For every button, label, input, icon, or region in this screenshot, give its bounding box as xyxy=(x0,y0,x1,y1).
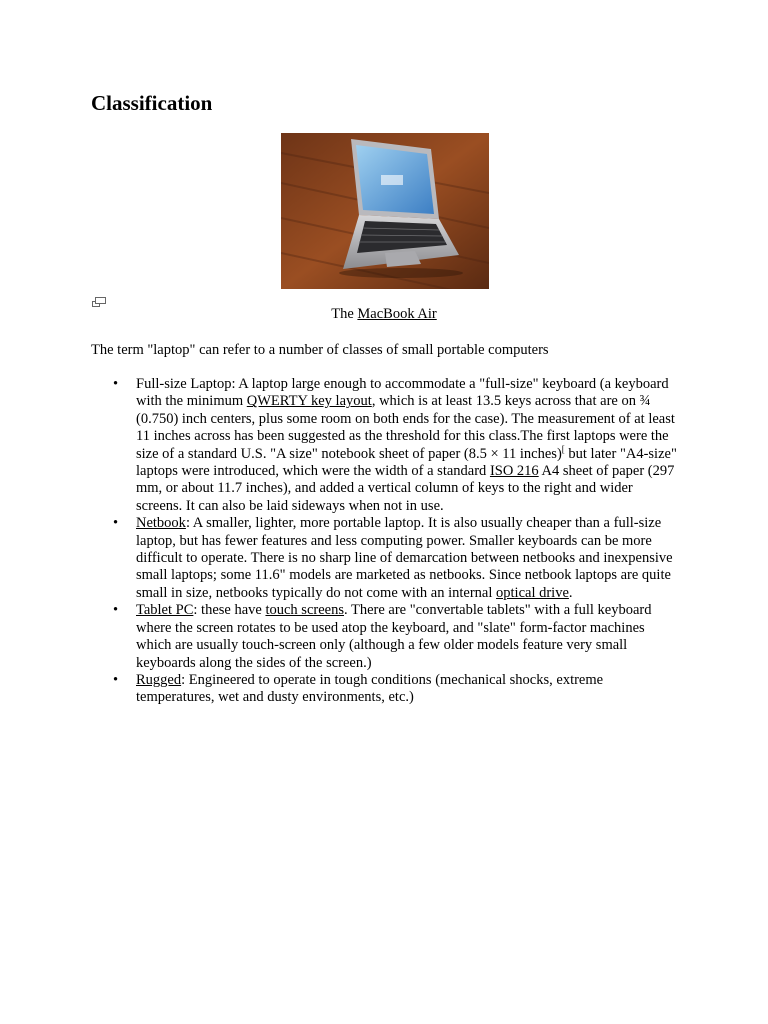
page-heading: Classification xyxy=(91,91,213,115)
caption-text: The xyxy=(331,306,358,322)
macbook-air-photo xyxy=(281,133,489,289)
classification-list xyxy=(136,376,678,707)
list-item-full-size-laptop xyxy=(136,376,678,515)
item-text: . There are "convertable tablets" with a full keyboard where the screen rotates to be used atop the keyboard, and "slate" form-factor machines which are usually touch-screen only (although a few older models feature very small keyboards along the sides of the screen.) xyxy=(136,602,652,671)
item-text: . xyxy=(568,584,573,601)
netbook-link[interactable]: Netbook xyxy=(136,515,186,532)
qwerty-link[interactable]: QWERTY key layout xyxy=(246,393,372,410)
touch-screens-link[interactable]: touch screens xyxy=(265,602,344,619)
item-text: , which is at least 13.5 keys across that are on ¾ (0.750) inch centers, plus some room on both ends for the case). The measurement of at least 11 inches across has been suggested as the threshold for this class.The first laptops were the size of a standard U.S. "A size" notebook sheet of paper (8.5 × 11 inches) xyxy=(136,393,675,462)
item-text: Full-size Laptop: A laptop large enough to accommodate a "full-size" keyboard (a keyboard with the minimum xyxy=(136,376,669,410)
macbook-air-link[interactable]: MacBook Air xyxy=(357,306,437,322)
intro-paragraph: The term "laptop" can refer to a number of classes of small portable computers xyxy=(91,342,549,358)
item-text: : Engineered to operate in tough conditions (mechanical shocks, extreme temperatures, wet and dusty environments, etc.) xyxy=(136,671,604,706)
item-text: : these have xyxy=(193,602,266,619)
citation-marker[interactable]: [ xyxy=(561,443,565,454)
rugged-link[interactable]: Rugged xyxy=(136,671,182,688)
list-item-netbook xyxy=(136,515,678,602)
iso-216-link[interactable]: ISO 216 xyxy=(489,463,539,480)
item-text: : A smaller, lighter, more portable laptop. It is also usually cheaper than a full-size laptop, but has fewer features and less computing power. Smaller keyboards can be more difficult to operate. There is no sharp line of demarcation between netbooks and inexpensive small laptops; some 11.6" models are marketed as netbooks. Since netbook laptops are quite small in size, netbooks typically do not come with an internal xyxy=(136,515,673,601)
list-item-tablet-pc xyxy=(136,602,678,672)
item-text: A4 sheet of paper (297 mm, or about 11.7 inches), and added a vertical column of keys to the right and wider screens. It can also be laid sideways when not in use. xyxy=(136,463,675,514)
optical-drive-link[interactable]: optical drive xyxy=(496,584,569,601)
list-item-rugged xyxy=(136,672,678,707)
tablet-pc-link[interactable]: Tablet PC xyxy=(136,602,194,619)
item-text: but later "A4-size" laptops were introduced, which were the width of a standard xyxy=(136,445,677,480)
figure-caption xyxy=(0,305,768,323)
